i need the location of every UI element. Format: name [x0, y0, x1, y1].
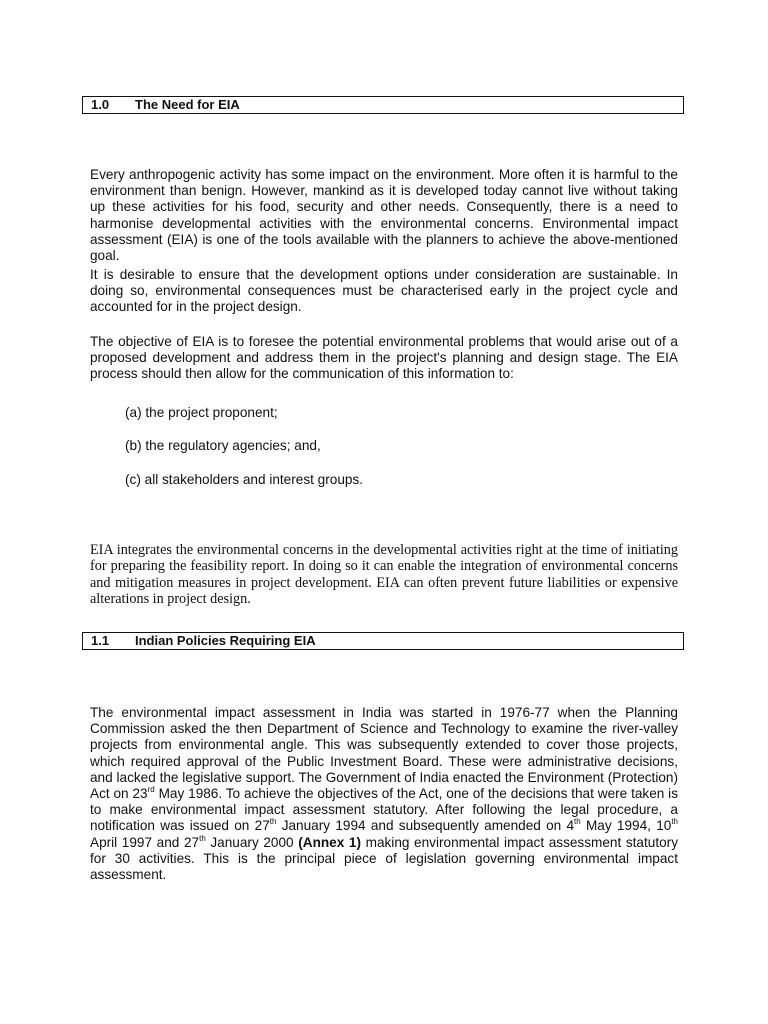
paragraph-eia-integrates: EIA integrates the environmental concerns in the developmental activities right at the time of initiating for preparing the feasibility report. In doing so it can enable the integration of environmental concerns and mitigation measures in project development. EIA can often prevent future liabilities or expensive alterations in project design.	[90, 542, 678, 608]
annex-reference: (Annex 1)	[298, 834, 361, 850]
list-item: (c) all stakeholders and interest groups.	[125, 472, 364, 487]
paragraph-anthropogenic-activity: Every anthropogenic activity has some impact on the environment. More often it is harmful to the environment than benign. However, mankind as it is developed today cannot live without taking up these activities for his food, security and other needs. Consequently, there is a need to harmonise developmental activities with the environmental concerns. Environmental impact assessment (EIA) is one of the tools available with the planners to achieve the above-mentioned goal.	[90, 167, 678, 264]
section-number: 1.1	[91, 633, 110, 648]
section-title: Indian Policies Requiring EIA	[135, 633, 316, 648]
list-item: (a) the project proponent;	[125, 405, 278, 420]
paragraph-eia-objective: The objective of EIA is to foresee the potential environmental problems that would arise out of a proposed development and address them in the project's planning and design stage. The EIA process should then allow for the communication of this information to:	[90, 334, 678, 382]
section-number: 1.0	[91, 97, 110, 112]
section-heading-indian-policies	[82, 632, 684, 650]
list-item: (b) the regulatory agencies; and,	[125, 438, 321, 453]
section-heading-need-for-eia	[82, 96, 684, 114]
paragraph-eia-in-india: The environmental impact assessment in India was started in 1976-77 when the Planning Commission asked the then Department of Science and Technology to examine the river-valley projects from environmental angle. This was subsequently extended to cover those projects, which required approval of the Public Investment Board. These were administrative decisions, and lacked the legislative support. The Government of India enacted the Environment (Protection) Act on 23rd May 1986. To achieve the objectives of the Act, one of the decisions that were taken is to make environmental impact assessment statutory. After following the legal procedure, a notification was issued on 27th January 1994 and subsequently amended on 4th May 1994, 10th April 1997 and 27th January 2000 (Annex 1) making environmental impact assessment statutory for 30 activities. This is the principal piece of legislation governing environmental impact assessment.	[90, 705, 679, 883]
section-title: The Need for EIA	[135, 97, 240, 112]
paragraph-sustainable-options: It is desirable to ensure that the development options under consideration are sustainable. In doing so, environmental consequences must be characterised early in the project cycle and accounted for in the project design.	[90, 267, 678, 315]
